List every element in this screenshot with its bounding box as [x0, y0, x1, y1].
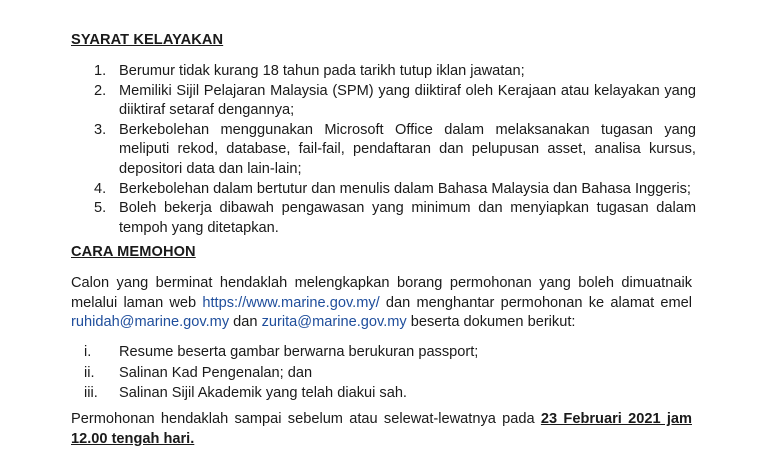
- email-link-ruhidah[interactable]: ruhidah@marine.gov.my: [71, 314, 230, 331]
- list-item-number: iii.: [84, 385, 98, 401]
- instructions-text: beserta dokumen berikut:: [406, 314, 576, 331]
- instructions-text: dan: [229, 314, 262, 331]
- list-item-text: Boleh bekerja dibawah pengawasan yang minimum dan menyiapkan tugasan dalam tempoh yang ditetapkan.: [119, 200, 696, 236]
- deadline-text: Permohonan hendaklah sampai sebelum atau selewat-lewatnya pada: [71, 411, 541, 427]
- list-item: [71, 383, 696, 404]
- section-heading-syarat-kelayakan: SYARAT KELAYAKAN: [71, 32, 224, 48]
- list-item-text: Memiliki Sijil Pelajaran Malaysia (SPM) yang diiktiraf oleh Kerajaan atau kelayakan yang diiktiraf setaraf dengannya;: [119, 82, 696, 119]
- instructions-text: dan menghantar permohonan ke alamat emel: [379, 294, 692, 311]
- list-item-number: 3.: [94, 121, 107, 138]
- list-item: [71, 199, 696, 238]
- list-item-text: Berkebolehan menggunakan Microsoft Office dalam melaksanakan tugasan yang meliputi rekod, database, fail-fail, pendaftaran dan pelupusan asset, analisa kursus, depositori data dan lain-lain;: [119, 121, 696, 177]
- list-item: [71, 121, 696, 180]
- deadline-paragraph: [71, 410, 692, 449]
- list-item: [71, 180, 696, 200]
- list-item-number: ii.: [84, 364, 95, 381]
- website-link[interactable]: https://www.marine.gov.my/: [202, 294, 380, 311]
- deadline-date: 23 Februari 2021 jam 12.00 tengah hari.: [71, 411, 692, 447]
- list-item-number: 4.: [94, 180, 107, 197]
- section-heading-cara-memohon: CARA MEMOHON: [71, 244, 196, 260]
- list-item-number: 1.: [94, 63, 107, 79]
- instructions-text: Calon yang berminat hendaklah melengkapkan borang permohonan yang boleh dimuatnaik melalui laman web: [71, 275, 692, 311]
- list-item-number: 5.: [94, 200, 107, 217]
- email-link-zurita[interactable]: zurita@marine.gov.my: [261, 314, 407, 331]
- list-item: [71, 62, 696, 82]
- list-item: [71, 363, 696, 384]
- list-item-text: Resume beserta gambar berwarna berukuran passport;: [119, 344, 479, 360]
- documents-list: [71, 342, 696, 404]
- list-item-number: 2.: [94, 82, 107, 99]
- application-instructions: [71, 274, 692, 333]
- list-item: [71, 342, 696, 363]
- list-item-text: Salinan Sijil Akademik yang telah diakui sah.: [119, 385, 407, 401]
- list-item-text: Berumur tidak kurang 18 tahun pada tarikh tutup iklan jawatan;: [119, 63, 525, 79]
- list-item-text: Berkebolehan dalam bertutur dan menulis dalam Bahasa Malaysia dan Bahasa Inggeris;: [119, 180, 691, 197]
- list-item-number: i.: [84, 344, 92, 360]
- requirements-list: [71, 62, 696, 238]
- list-item-text: Salinan Kad Pengenalan; dan: [119, 364, 313, 381]
- list-item: [71, 82, 696, 121]
